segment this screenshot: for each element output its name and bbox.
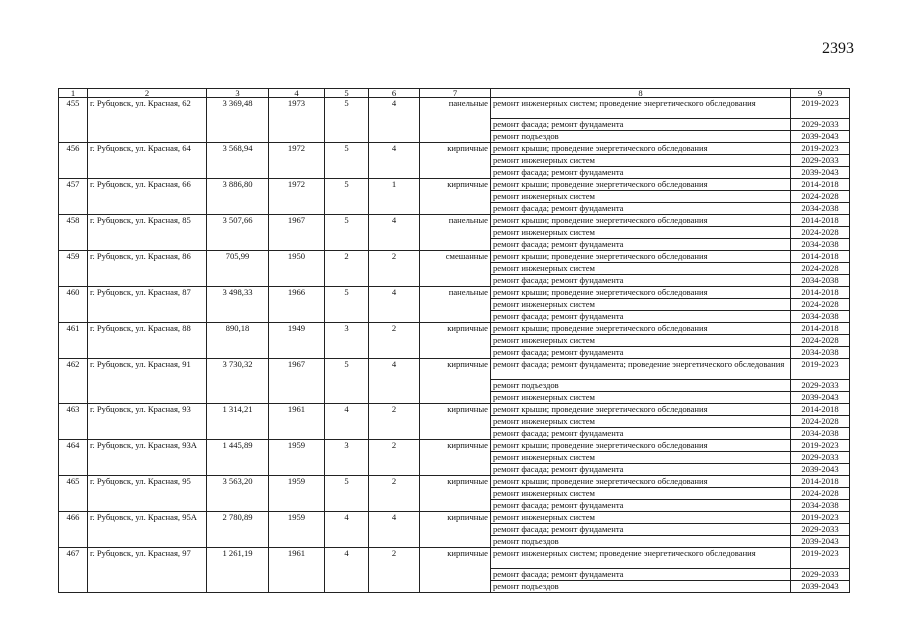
work-period: 2014-2018 [791,287,850,299]
work-period: 2039-2043 [791,167,850,179]
construction-year: 1967 [269,359,325,404]
construction-year: 1950 [269,251,325,287]
work-description: ремонт крыши; проведение энергетического обследования [491,215,791,227]
record-number: 458 [59,215,88,251]
entrance-count: 4 [369,98,420,143]
work-description: ремонт инженерных систем [491,227,791,239]
building-area: 3 498,33 [207,287,269,323]
work-description: ремонт фасада; ремонт фундамента [491,428,791,440]
table-row [59,548,850,569]
work-description: ремонт крыши; проведение энергетического обследования [491,143,791,155]
work-period: 2034-2038 [791,311,850,323]
work-description: ремонт фасада; ремонт фундамента [491,500,791,512]
building-area: 3 730,32 [207,359,269,404]
work-description: ремонт фасада; ремонт фундамента [491,275,791,287]
table-row [59,143,850,155]
work-period: 2014-2018 [791,404,850,416]
entrance-count: 2 [369,440,420,476]
floor-count: 3 [325,323,369,359]
building-address: г. Рубцовск, ул. Красная, 93 [88,404,207,440]
work-period: 2014-2018 [791,179,850,191]
entrance-count: 2 [369,548,420,593]
work-description: ремонт крыши; проведение энергетического обследования [491,179,791,191]
column-header: 6 [369,89,420,98]
work-period: 2019-2023 [791,548,850,569]
floor-count: 4 [325,548,369,593]
work-description: ремонт инженерных систем [491,392,791,404]
wall-material: смешанные [420,251,491,287]
work-description: ремонт инженерных систем [491,452,791,464]
construction-year: 1972 [269,143,325,179]
floor-count: 5 [325,476,369,512]
building-address: г. Рубцовск, ул. Красная, 86 [88,251,207,287]
record-number: 457 [59,179,88,215]
table-row [59,287,850,299]
work-description: ремонт инженерных систем [491,263,791,275]
floor-count: 5 [325,98,369,143]
work-description: ремонт инженерных систем [491,488,791,500]
work-description: ремонт инженерных систем [491,416,791,428]
wall-material: кирпичные [420,476,491,512]
construction-year: 1973 [269,98,325,143]
work-period: 2029-2033 [791,524,850,536]
table-row [59,323,850,335]
floor-count: 5 [325,287,369,323]
entrance-count: 4 [369,512,420,548]
table-row [59,440,850,452]
work-description: ремонт фасада; ремонт фундамента [491,569,791,581]
table-row [59,98,850,119]
work-period: 2034-2038 [791,428,850,440]
building-address: г. Рубцовск, ул. Красная, 93А [88,440,207,476]
work-period: 2039-2043 [791,392,850,404]
column-header: 9 [791,89,850,98]
work-period: 2019-2023 [791,359,850,380]
entrance-count: 4 [369,143,420,179]
building-address: г. Рубцовск, ул. Красная, 85 [88,215,207,251]
work-description: ремонт инженерных систем [491,512,791,524]
work-period: 2019-2023 [791,440,850,452]
wall-material: кирпичные [420,359,491,404]
work-period: 2014-2018 [791,476,850,488]
work-period: 2034-2038 [791,347,850,359]
record-number: 455 [59,98,88,143]
building-address: г. Рубцовск, ул. Красная, 62 [88,98,207,143]
construction-year: 1959 [269,512,325,548]
wall-material: панельные [420,98,491,143]
entrance-count: 4 [369,287,420,323]
work-period: 2034-2038 [791,500,850,512]
wall-material: кирпичные [420,179,491,215]
table-row [59,179,850,191]
work-period: 2024-2028 [791,263,850,275]
building-address: г. Рубцовск, ул. Красная, 95А [88,512,207,548]
work-description: ремонт фасада; ремонт фундамента [491,347,791,359]
work-period: 2039-2043 [791,536,850,548]
table-row [59,251,850,263]
entrance-count: 2 [369,251,420,287]
building-address: г. Рубцовск, ул. Красная, 97 [88,548,207,593]
wall-material: кирпичные [420,404,491,440]
work-description: ремонт фасада; ремонт фундамента [491,119,791,131]
record-number: 459 [59,251,88,287]
record-number: 462 [59,359,88,404]
floor-count: 5 [325,359,369,404]
work-period: 2034-2038 [791,203,850,215]
work-description: ремонт крыши; проведение энергетического обследования [491,287,791,299]
table-body [59,98,850,593]
building-address: г. Рубцовск, ул. Красная, 66 [88,179,207,215]
building-address: г. Рубцовск, ул. Красная, 64 [88,143,207,179]
work-period: 2034-2038 [791,239,850,251]
building-area: 3 369,48 [207,98,269,143]
construction-year: 1961 [269,548,325,593]
work-description: ремонт крыши; проведение энергетического обследования [491,476,791,488]
work-description: ремонт крыши; проведение энергетического обследования [491,323,791,335]
building-area: 3 568,94 [207,143,269,179]
work-description: ремонт инженерных систем; проведение энергетического обследования [491,548,791,569]
work-period: 2019-2023 [791,143,850,155]
wall-material: кирпичные [420,548,491,593]
work-description: ремонт крыши; проведение энергетического обследования [491,440,791,452]
record-number: 464 [59,440,88,476]
work-description: ремонт подъездов [491,581,791,593]
work-description: ремонт фасада; ремонт фундамента [491,524,791,536]
work-period: 2024-2028 [791,335,850,347]
building-address: г. Рубцовск, ул. Красная, 91 [88,359,207,404]
work-description: ремонт подъездов [491,131,791,143]
work-period: 2029-2033 [791,452,850,464]
record-number: 460 [59,287,88,323]
work-period: 2029-2033 [791,119,850,131]
record-number: 466 [59,512,88,548]
work-description: ремонт фасада; ремонт фундамента; проведение энергетического обследования [491,359,791,380]
table-row [59,476,850,488]
record-number: 465 [59,476,88,512]
work-period: 2024-2028 [791,227,850,239]
entrance-count: 4 [369,215,420,251]
wall-material: кирпичные [420,143,491,179]
construction-year: 1967 [269,215,325,251]
work-period: 2014-2018 [791,323,850,335]
record-number: 456 [59,143,88,179]
construction-year: 1966 [269,287,325,323]
work-period: 2024-2028 [791,191,850,203]
work-period: 2039-2043 [791,581,850,593]
building-area: 3 563,20 [207,476,269,512]
table-row [59,512,850,524]
work-period: 2039-2043 [791,464,850,476]
building-address: г. Рубцовск, ул. Красная, 88 [88,323,207,359]
work-description: ремонт фасада; ремонт фундамента [491,203,791,215]
record-number: 463 [59,404,88,440]
work-period: 2014-2018 [791,251,850,263]
work-period: 2029-2033 [791,155,850,167]
repair-schedule-table [58,88,850,593]
construction-year: 1972 [269,179,325,215]
construction-year: 1959 [269,440,325,476]
work-description: ремонт фасада; ремонт фундамента [491,239,791,251]
column-header: 5 [325,89,369,98]
work-period: 2024-2028 [791,416,850,428]
entrance-count: 2 [369,404,420,440]
record-number: 461 [59,323,88,359]
building-area: 3 507,66 [207,215,269,251]
work-period: 2029-2033 [791,569,850,581]
building-area: 2 780,89 [207,512,269,548]
floor-count: 5 [325,143,369,179]
wall-material: кирпичные [420,512,491,548]
floor-count: 2 [325,251,369,287]
work-period: 2034-2038 [791,275,850,287]
work-period: 2039-2043 [791,131,850,143]
wall-material: кирпичные [420,440,491,476]
work-period: 2024-2028 [791,488,850,500]
building-area: 890,18 [207,323,269,359]
work-description: ремонт инженерных систем; проведение энергетического обследования [491,98,791,119]
building-area: 705,99 [207,251,269,287]
record-number: 467 [59,548,88,593]
work-period: 2019-2023 [791,512,850,524]
work-period: 2019-2023 [791,98,850,119]
column-header: 3 [207,89,269,98]
work-description: ремонт подъездов [491,380,791,392]
table-header-row [59,89,850,98]
column-header: 7 [420,89,491,98]
wall-material: кирпичные [420,323,491,359]
building-area: 1 445,89 [207,440,269,476]
work-description: ремонт крыши; проведение энергетического обследования [491,251,791,263]
work-description: ремонт крыши; проведение энергетического обследования [491,404,791,416]
work-description: ремонт инженерных систем [491,191,791,203]
work-description: ремонт фасада; ремонт фундамента [491,464,791,476]
page-number: 2393 [822,40,854,57]
floor-count: 4 [325,512,369,548]
work-description: ремонт фасада; ремонт фундамента [491,167,791,179]
work-description: ремонт подъездов [491,536,791,548]
construction-year: 1949 [269,323,325,359]
floor-count: 5 [325,179,369,215]
work-period: 2029-2033 [791,380,850,392]
work-description: ремонт инженерных систем [491,299,791,311]
wall-material: панельные [420,287,491,323]
work-period: 2014-2018 [791,215,850,227]
table-row [59,215,850,227]
work-description: ремонт фасада; ремонт фундамента [491,311,791,323]
floor-count: 3 [325,440,369,476]
column-header: 4 [269,89,325,98]
entrance-count: 4 [369,359,420,404]
entrance-count: 1 [369,179,420,215]
column-header: 2 [88,89,207,98]
column-header: 1 [59,89,88,98]
building-area: 1 314,21 [207,404,269,440]
table-row [59,404,850,416]
wall-material: панельные [420,215,491,251]
floor-count: 5 [325,215,369,251]
work-description: ремонт инженерных систем [491,335,791,347]
building-address: г. Рубцовск, ул. Красная, 87 [88,287,207,323]
work-description: ремонт инженерных систем [491,155,791,167]
construction-year: 1959 [269,476,325,512]
construction-year: 1961 [269,404,325,440]
work-period: 2024-2028 [791,299,850,311]
entrance-count: 2 [369,476,420,512]
entrance-count: 2 [369,323,420,359]
building-area: 3 886,80 [207,179,269,215]
column-header: 8 [491,89,791,98]
floor-count: 4 [325,404,369,440]
building-address: г. Рубцовск, ул. Красная, 95 [88,476,207,512]
table-row [59,359,850,380]
building-area: 1 261,19 [207,548,269,593]
